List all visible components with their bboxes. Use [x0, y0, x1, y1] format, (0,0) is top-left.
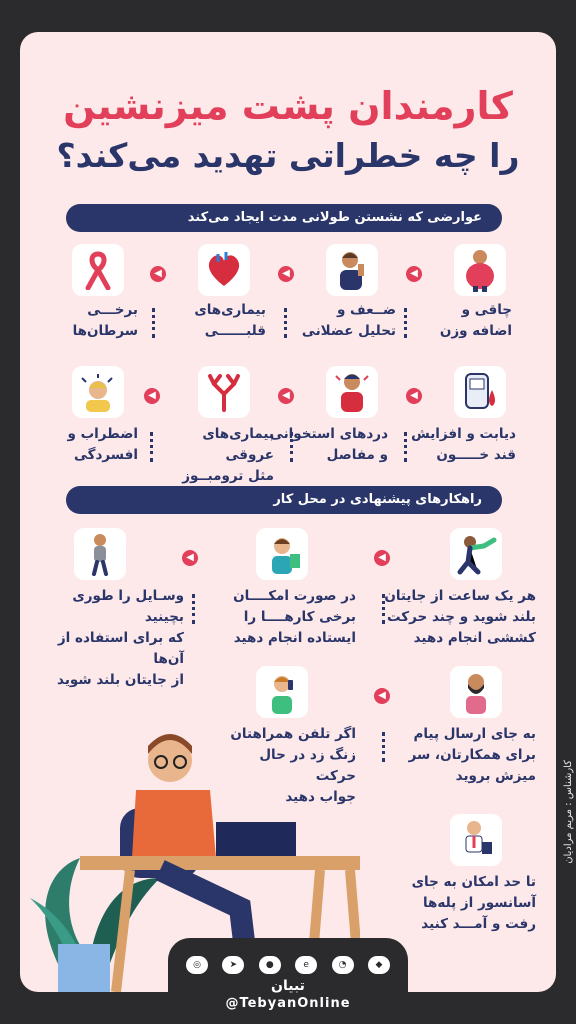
arrow-icon: ◀ [278, 266, 294, 282]
separator [192, 594, 195, 624]
infographic-card [20, 32, 556, 992]
effect-label-obesity: چاقی و اضافه وزن [439, 302, 512, 339]
social-icons [186, 956, 390, 976]
solution-label-phone: اگر تلفن همراهتان زنگ زد در حال حرکت جواب دهید [230, 726, 356, 805]
footer [168, 938, 408, 1024]
page-subtitle: را چه خطراتی تهدید می‌کند؟ [56, 136, 520, 175]
arrow-icon: ◀ [374, 550, 390, 566]
effect-label-vascular: بیماری‌های عروقی مثل ترومبــوز [182, 426, 274, 484]
solution-label-walk-to-desk: به جای ارسال پیام برای همکارتان، سر میزش بروید [408, 726, 536, 784]
separator [150, 432, 153, 462]
page-title: کارمندان پشت میزنشین [63, 84, 513, 128]
section-heading-solutions: راهکارهای پیشنهادی در محل کار [66, 486, 502, 514]
social-handle[interactable]: @TebyanOnline [225, 996, 351, 1011]
aparat-icon[interactable]: ● [259, 956, 281, 974]
effect-label-diabetes: دیابت و افزایش قند خـــــون [411, 426, 516, 463]
separator [284, 308, 287, 338]
solution-label-stretch: هر یک ساعت از جایتان بلند شوید و چند حرکت کششی انجام دهید [384, 588, 536, 646]
solution-label-standing: در صورت امکــــان برخی کارهــــا را ایستاده انجام دهید [233, 588, 356, 646]
arrow-icon: ◀ [144, 388, 160, 404]
telegram-icon[interactable]: ➤ [222, 956, 244, 974]
arrow-icon: ◀ [182, 550, 198, 566]
stretching-person-icon [450, 528, 502, 580]
heart-icon [198, 244, 250, 296]
anxious-person-icon [72, 366, 124, 418]
walking-person-icon [74, 528, 126, 580]
separator [382, 594, 385, 624]
separator [152, 308, 155, 338]
brand-name: تبیان [271, 978, 305, 994]
separator [404, 308, 407, 338]
standing-work-icon [256, 528, 308, 580]
rubika-icon[interactable]: ◆ [368, 956, 390, 974]
obese-person-icon [454, 244, 506, 296]
arrow-icon: ◀ [278, 388, 294, 404]
separator [404, 432, 407, 462]
separator [382, 732, 385, 762]
effect-label-cancer: برخـــی سرطان‌ها [72, 302, 138, 339]
eitaa-icon[interactable]: e [295, 956, 317, 974]
arrow-icon: ◀ [406, 388, 422, 404]
separator [290, 432, 293, 462]
effect-label-muscle: ضــعف و تحلیل عضلانی [301, 302, 396, 339]
arrow-icon: ◀ [406, 266, 422, 282]
tired-person-icon [326, 244, 378, 296]
instagram-icon[interactable]: ◎ [186, 956, 208, 974]
blood-vessel-icon [198, 366, 250, 418]
glucose-meter-icon [454, 366, 506, 418]
solution-label-stairs: تا حد امکان به جای آسانسور از پله‌ها رفت و آمـــد کنید [411, 874, 536, 932]
bale-icon[interactable]: ◔ [332, 956, 354, 974]
cancer-ribbon-icon [72, 244, 124, 296]
solution-label-arrange: وسـایل را طوری بچینید که برای استفاده از آن‌ها از جایتان بلند شوید [57, 588, 184, 688]
arrow-icon: ◀ [150, 266, 166, 282]
effect-label-heart: بیماری‌های قلبــــــی [194, 302, 266, 339]
pain-person-icon [326, 366, 378, 418]
effect-label-anxiety: اضطراب و افسردگی [67, 426, 138, 463]
arrow-icon: ◀ [374, 688, 390, 704]
section-heading-effects: عوارضی که نشستن طولانی مدت ایجاد می‌کند [66, 204, 502, 232]
credit-text: کارشناس : مریم مرادیان [563, 760, 574, 864]
stairs-man-icon [450, 814, 502, 866]
bearded-man-icon [450, 666, 502, 718]
effect-label-joints: دردهای استخوانی و مفاصل [269, 426, 388, 463]
